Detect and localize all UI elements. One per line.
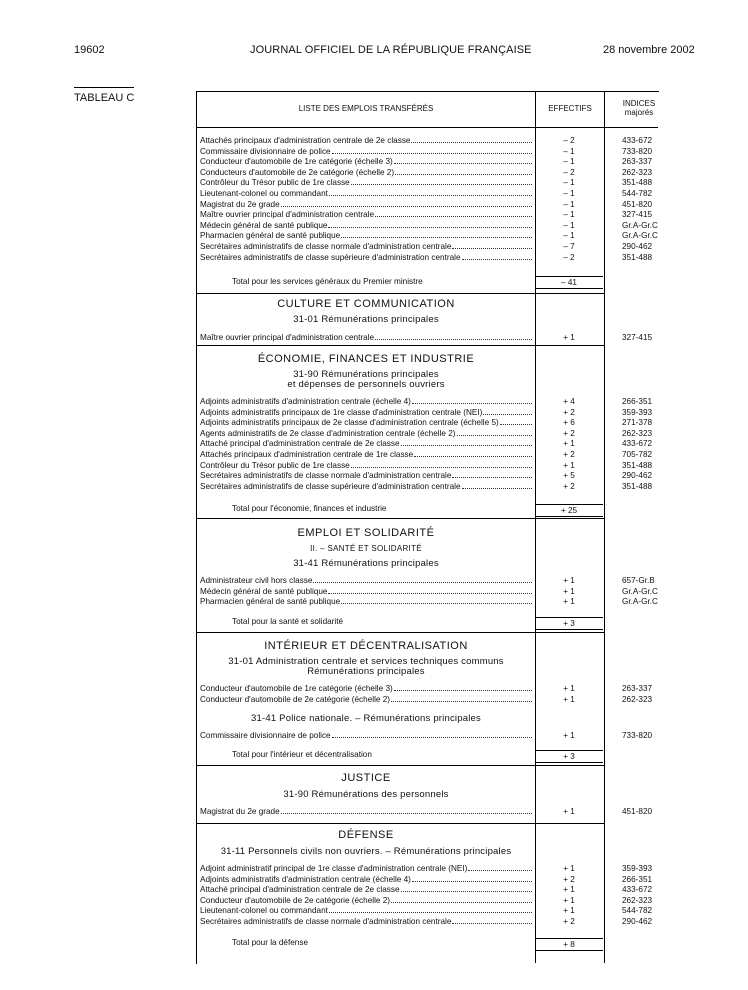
- row-effectif: + 2: [563, 481, 575, 491]
- row-indice: 327-415: [622, 210, 653, 220]
- row-effectif: – 1: [563, 157, 575, 167]
- row-effectif: + 2: [563, 874, 575, 884]
- section-subtitle-economie: 31-90 Rémunérations principales: [293, 369, 439, 380]
- row-effectif: + 1: [563, 460, 575, 470]
- leader-dots: [332, 153, 532, 154]
- row-label: Médecin général de santé publique: [200, 586, 328, 596]
- section-divider: [196, 345, 605, 346]
- row-indice: 657-Gr.B: [622, 576, 655, 585]
- row-effectif: + 1: [563, 895, 575, 905]
- section-title-defense: DÉFENSE: [338, 829, 394, 841]
- row-label: Pharmacien général de santé publique: [200, 597, 341, 607]
- section-divider: [196, 765, 605, 766]
- row-indice: Gr.A-Gr.C: [622, 597, 658, 607]
- row-label: Contrôleur du Trésor public de 1re classe: [200, 178, 350, 188]
- leader-dots: [394, 690, 532, 691]
- row-label: Maître ouvrier principal d'administration centrale: [200, 333, 375, 342]
- row-indice: 544-782: [622, 189, 653, 198]
- row-indice: 262-323: [622, 694, 653, 704]
- leader-dots: [401, 891, 532, 892]
- leader-dots: [329, 195, 532, 196]
- total-label: Total pour la défense: [232, 938, 309, 947]
- row-label: Maître ouvrier principal d'administration centrale: [200, 210, 375, 220]
- row-label: Agents administratifs de 2e classe d'administration centrale (échelle 2): [200, 428, 456, 438]
- row-effectif: – 1: [563, 146, 575, 156]
- row-indice: Gr.A-Gr.C: [622, 231, 658, 241]
- row-indice: Gr.A-Gr.C: [622, 586, 658, 596]
- row-effectif: + 5: [563, 471, 575, 481]
- total-label: Total pour l'intérieur et décentralisation: [232, 750, 372, 759]
- column-divider-indices: [604, 91, 605, 963]
- section-subtitle-culture: 31-01 Rémunérations principales: [293, 314, 439, 325]
- leader-dots: [462, 488, 532, 489]
- row-indice: 733-820: [622, 146, 653, 156]
- row-label: Adjoints administratifs d'administration centrale (échelle 4): [200, 874, 411, 884]
- row-label: Pharmacien général de santé publique: [200, 231, 341, 241]
- row-effectif: + 1: [563, 333, 575, 342]
- row-label: Secrétaires administratifs de classe normale d'administration centrale: [200, 917, 452, 926]
- row-indice: 544-782: [622, 906, 653, 916]
- total-value: + 25: [535, 504, 603, 517]
- leader-dots: [351, 467, 532, 468]
- row-indice: 433-672: [622, 885, 653, 895]
- row-indice: 351-488: [622, 252, 653, 262]
- label-rule: [74, 87, 134, 88]
- leader-dots: [328, 227, 532, 228]
- row-indice: 266-351: [622, 397, 653, 406]
- leader-dots: [281, 813, 532, 814]
- section-subtitle-interieur: 31-01 Administration centrale et services techniques communs: [228, 656, 504, 667]
- row-effectif: + 1: [563, 694, 575, 704]
- issue-date: 28 novembre 2002: [603, 44, 695, 56]
- section-subtitle-economie-2: et dépenses de personnels ouvriers: [287, 379, 445, 390]
- row-indice: 262-323: [622, 428, 653, 438]
- leader-dots: [394, 163, 532, 164]
- row-label: Administrateur civil hors classe: [200, 576, 313, 585]
- leader-dots: [452, 248, 532, 249]
- row-label: Attachés principaux d'administration centrale de 2e classe: [200, 136, 411, 145]
- leader-dots: [341, 237, 532, 238]
- row-indice: 262-323: [622, 895, 653, 905]
- leader-dots: [375, 339, 532, 340]
- column-header-indices-sub: majorés: [624, 108, 654, 117]
- row-effectif: + 1: [563, 906, 575, 916]
- row-effectif: – 1: [563, 178, 575, 188]
- leader-dots: [401, 445, 532, 446]
- leader-dots: [452, 477, 532, 478]
- row-label: Secrétaires administratifs de classe normale d'administration centrale: [200, 471, 452, 481]
- row-label: Conducteurs d'automobile de 2e catégorie (échelle 2): [200, 167, 395, 177]
- leader-dots: [351, 184, 532, 185]
- row-label: Adjoints administratifs principaux de 1re classe d'administration centrale (NEI): [200, 407, 483, 417]
- row-indice: 733-820: [622, 731, 653, 740]
- row-indice: 433-672: [622, 136, 653, 145]
- row-indice: 271-378: [622, 418, 653, 428]
- row-effectif: + 6: [563, 418, 575, 428]
- section-subtitle-defense: 31-11 Personnels civils non ouvriers. – Rémunérations principales: [220, 846, 512, 857]
- row-effectif: + 4: [563, 397, 575, 406]
- row-label: Commissaire divisionnaire de police: [200, 146, 331, 156]
- section-divider: [196, 293, 605, 294]
- section-divider: [196, 518, 605, 519]
- row-effectif: + 2: [563, 450, 575, 459]
- row-label: Attaché principal d'administration centrale de 2e classe: [200, 439, 400, 449]
- section-divider: [196, 823, 605, 824]
- section-subtitle-justice: 31-90 Rémunérations des personnels: [283, 789, 449, 800]
- leader-dots: [500, 424, 532, 425]
- total-value: + 8: [535, 938, 603, 951]
- row-indice: 451-820: [622, 807, 653, 816]
- row-label: Adjoint administratif principal de 1re classe d'administration centrale (NEI): [200, 864, 468, 873]
- row-label: Magistrat du 2e grade: [200, 199, 280, 209]
- row-label: Conducteur d'automobile de 2e catégorie (échelle 2): [200, 694, 390, 704]
- leader-dots: [412, 881, 532, 882]
- section-title-justice: JUSTICE: [341, 772, 391, 784]
- table-label: TABLEAU C: [74, 92, 135, 104]
- row-indice: Gr.A-Gr.C: [622, 220, 658, 230]
- row-label: Lieutenant-colonel ou commandant: [200, 906, 328, 916]
- section-title-culture: CULTURE ET COMMUNICATION: [277, 298, 455, 310]
- row-label: Médecin général de santé publique: [200, 220, 328, 230]
- row-effectif: – 1: [563, 231, 575, 241]
- leader-dots: [395, 174, 532, 175]
- row-indice: 351-488: [622, 481, 653, 491]
- leader-dots: [391, 902, 532, 903]
- leader-dots: [412, 403, 532, 404]
- row-indice: 351-488: [622, 460, 653, 470]
- total-label: Total pour la santé et solidarité: [232, 617, 344, 626]
- section-subtitle-interieur-2: Rémunérations principales: [307, 666, 425, 677]
- journal-title: JOURNAL OFFICIEL DE LA RÉPUBLIQUE FRANÇAISE: [250, 44, 532, 56]
- row-effectif: + 2: [563, 428, 575, 438]
- row-effectif: + 1: [563, 731, 575, 740]
- row-label: Lieutenant-colonel ou commandant: [200, 189, 328, 198]
- total-value: + 3: [535, 750, 603, 763]
- row-label: Attaché principal d'administration centrale de 2e classe: [200, 885, 400, 895]
- row-effectif: – 2: [563, 136, 575, 145]
- row-label: Attachés principaux d'administration centrale de 1re classe: [200, 450, 414, 459]
- row-effectif: + 1: [563, 597, 575, 607]
- row-effectif: + 1: [563, 576, 575, 585]
- section-subtitle-emploi-small: II. – SANTÉ ET SOLIDARITÉ: [310, 544, 422, 553]
- row-indice: 290-462: [622, 242, 653, 251]
- leader-dots: [313, 582, 532, 583]
- leader-dots: [332, 737, 532, 738]
- leader-dots: [281, 206, 532, 207]
- row-label: Secrétaires administratifs de classe supérieure d'administration centrale: [200, 252, 461, 262]
- row-label: Conducteur d'automobile de 1re catégorie (échelle 3): [200, 157, 393, 167]
- row-effectif: + 1: [563, 885, 575, 895]
- row-label: Contrôleur du Trésor public de 1re classe: [200, 460, 350, 470]
- leader-dots: [483, 414, 532, 415]
- row-label: Secrétaires administratifs de classe normale d'administration centrale: [200, 242, 452, 251]
- row-effectif: – 1: [563, 210, 575, 220]
- row-label: Commissaire divisionnaire de police: [200, 731, 331, 740]
- section-subtitle-interieur-police: 31-41 Police nationale. – Rémunérations principales: [251, 713, 481, 724]
- section-title-economie: ÉCONOMIE, FINANCES ET INDUSTRIE: [257, 353, 475, 365]
- row-effectif: – 7: [563, 242, 575, 251]
- row-label: Secrétaires administratifs de classe supérieure d'administration centrale: [200, 481, 461, 491]
- section-subtitle-emploi: 31-41 Rémunérations principales: [293, 558, 439, 569]
- row-indice: 359-393: [622, 407, 653, 417]
- row-indice: 451-820: [622, 199, 653, 209]
- leader-dots: [329, 912, 532, 913]
- row-effectif: – 1: [563, 199, 575, 209]
- leader-dots: [452, 923, 532, 924]
- column-header-indices: INDICES: [622, 99, 656, 108]
- row-effectif: – 2: [563, 252, 575, 262]
- leader-dots: [414, 456, 532, 457]
- row-label: Conducteur d'automobile de 2e catégorie (échelle 2): [200, 895, 390, 905]
- row-effectif: + 2: [563, 407, 575, 417]
- leader-dots: [462, 259, 532, 260]
- leader-dots: [411, 142, 532, 143]
- row-indice: 263-337: [622, 157, 653, 167]
- row-indice: 290-462: [622, 917, 653, 926]
- column-header-effectifs: EFFECTIFS: [548, 104, 592, 113]
- row-effectif: + 1: [563, 864, 575, 873]
- section-title-interieur: INTÉRIEUR ET DÉCENTRALISATION: [264, 640, 468, 652]
- row-indice: 351-488: [622, 178, 653, 188]
- section-divider: [196, 632, 605, 633]
- leader-dots: [328, 593, 532, 594]
- header-rule: [196, 127, 658, 128]
- row-label: Adjoints administratifs d'administration centrale (échelle 4): [200, 397, 411, 406]
- row-effectif: + 1: [563, 439, 575, 449]
- row-effectif: + 1: [563, 684, 575, 693]
- row-indice: 705-782: [622, 450, 653, 459]
- row-indice: 262-323: [622, 167, 653, 177]
- row-indice: 359-393: [622, 864, 653, 873]
- leader-dots: [457, 435, 532, 436]
- row-label: Conducteur d'automobile de 1re catégorie (échelle 3): [200, 684, 393, 693]
- row-label: Adjoints administratifs principaux de 2e classe d'administration centrale (échelle 5): [200, 418, 499, 428]
- leader-dots: [341, 603, 532, 604]
- row-label: Magistrat du 2e grade: [200, 807, 280, 816]
- row-effectif: – 1: [563, 189, 575, 198]
- total-value: – 41: [535, 276, 603, 289]
- leader-dots: [468, 870, 532, 871]
- leader-dots: [391, 701, 532, 702]
- row-effectif: + 2: [563, 917, 575, 926]
- row-indice: 266-351: [622, 874, 653, 884]
- row-effectif: – 2: [563, 167, 575, 177]
- section-title-emploi: EMPLOI ET SOLIDARITÉ: [297, 527, 435, 539]
- row-indice: 433-672: [622, 439, 653, 449]
- row-indice: 263-337: [622, 684, 653, 693]
- total-label: Total pour l'économie, finances et industrie: [232, 504, 387, 513]
- row-effectif: – 1: [563, 220, 575, 230]
- row-indice: 327-415: [622, 333, 653, 342]
- row-effectif: + 1: [563, 807, 575, 816]
- column-header-list: LISTE DES EMPLOIS TRANSFÉRÉS: [298, 104, 434, 113]
- total-label: Total pour les services généraux du Premier ministre: [232, 277, 423, 286]
- page-number: 19602: [74, 44, 105, 56]
- total-value: + 3: [535, 617, 603, 630]
- row-effectif: + 1: [563, 586, 575, 596]
- leader-dots: [375, 216, 532, 217]
- row-indice: 290-462: [622, 471, 653, 481]
